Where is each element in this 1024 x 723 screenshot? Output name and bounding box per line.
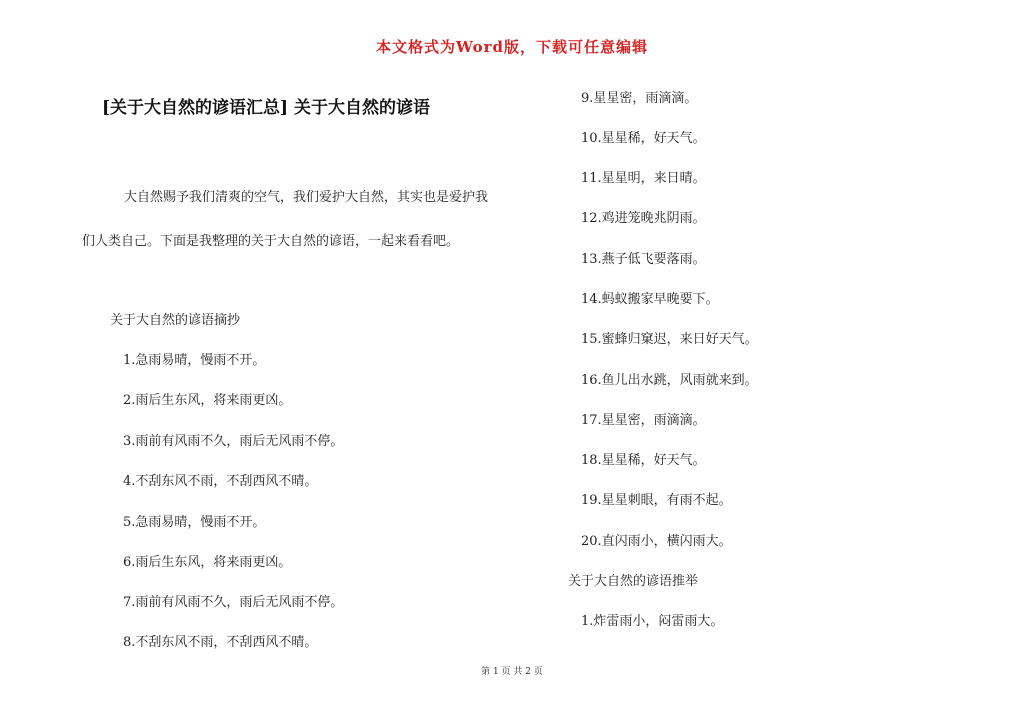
proverb-item: 12.鸡进笼晚兆阴雨。 [581, 211, 706, 226]
proverb-item: 16.鱼儿出水跳，风雨就来到。 [581, 373, 758, 388]
document-title: [关于大自然的谚语汇总] 关于大自然的谚语 [102, 98, 431, 118]
proverb-item: 11.星星明，来日晴。 [581, 171, 706, 186]
intro-line-2: 们人类自己。下面是我整理的关于大自然的谚语，一起来看看吧。 [82, 234, 460, 249]
proverb-item: 3.雨前有风雨不久，雨后无风雨不停。 [123, 434, 344, 449]
proverb-item: 9.星星密，雨滴滴。 [581, 91, 698, 106]
proverb-item: 7.雨前有风雨不久，雨后无风雨不停。 [123, 595, 344, 610]
section-heading-excerpts: 关于大自然的谚语摘抄 [110, 313, 241, 328]
proverb-item: 14.蚂蚁搬家早晚要下。 [581, 292, 719, 307]
download-banner: 本文格式为Word版，下载可任意编辑 [375, 38, 649, 56]
intro-line-1: 大自然赐予我们清爽的空气，我们爱护大自然，其实也是爱护我 [124, 190, 489, 205]
proverb-item: 20.直闪雨小，横闪雨大。 [581, 534, 732, 549]
proverb-item: 1.炸雷雨小，闷雷雨大。 [581, 614, 724, 629]
proverb-item: 4.不刮东风不雨，不刮西风不晴。 [123, 474, 318, 489]
proverb-item: 13.燕子低飞要落雨。 [581, 252, 706, 267]
proverb-item: 18.星星稀，好天气。 [581, 453, 706, 468]
proverb-item: 15.蜜蜂归窠迟，来日好天气。 [581, 332, 758, 347]
proverb-item: 1.急雨易晴，慢雨不开。 [123, 353, 266, 368]
page-number: 第 1 页 共 2 页 [481, 667, 543, 677]
proverb-item: 17.星星密，雨滴滴。 [581, 413, 706, 428]
proverb-item: 5.急雨易晴，慢雨不开。 [123, 515, 266, 530]
proverb-item: 19.星星刺眼，有雨不起。 [581, 493, 732, 508]
proverb-item: 6.雨后生东风，将来雨更凶。 [123, 555, 292, 570]
section-heading-recommended: 关于大自然的谚语推举 [568, 574, 699, 589]
proverb-item: 8.不刮东风不雨，不刮西风不晴。 [123, 635, 318, 650]
proverb-item: 2.雨后生东风，将来雨更凶。 [123, 393, 292, 408]
proverb-item: 10.星星稀，好天气。 [581, 131, 706, 146]
